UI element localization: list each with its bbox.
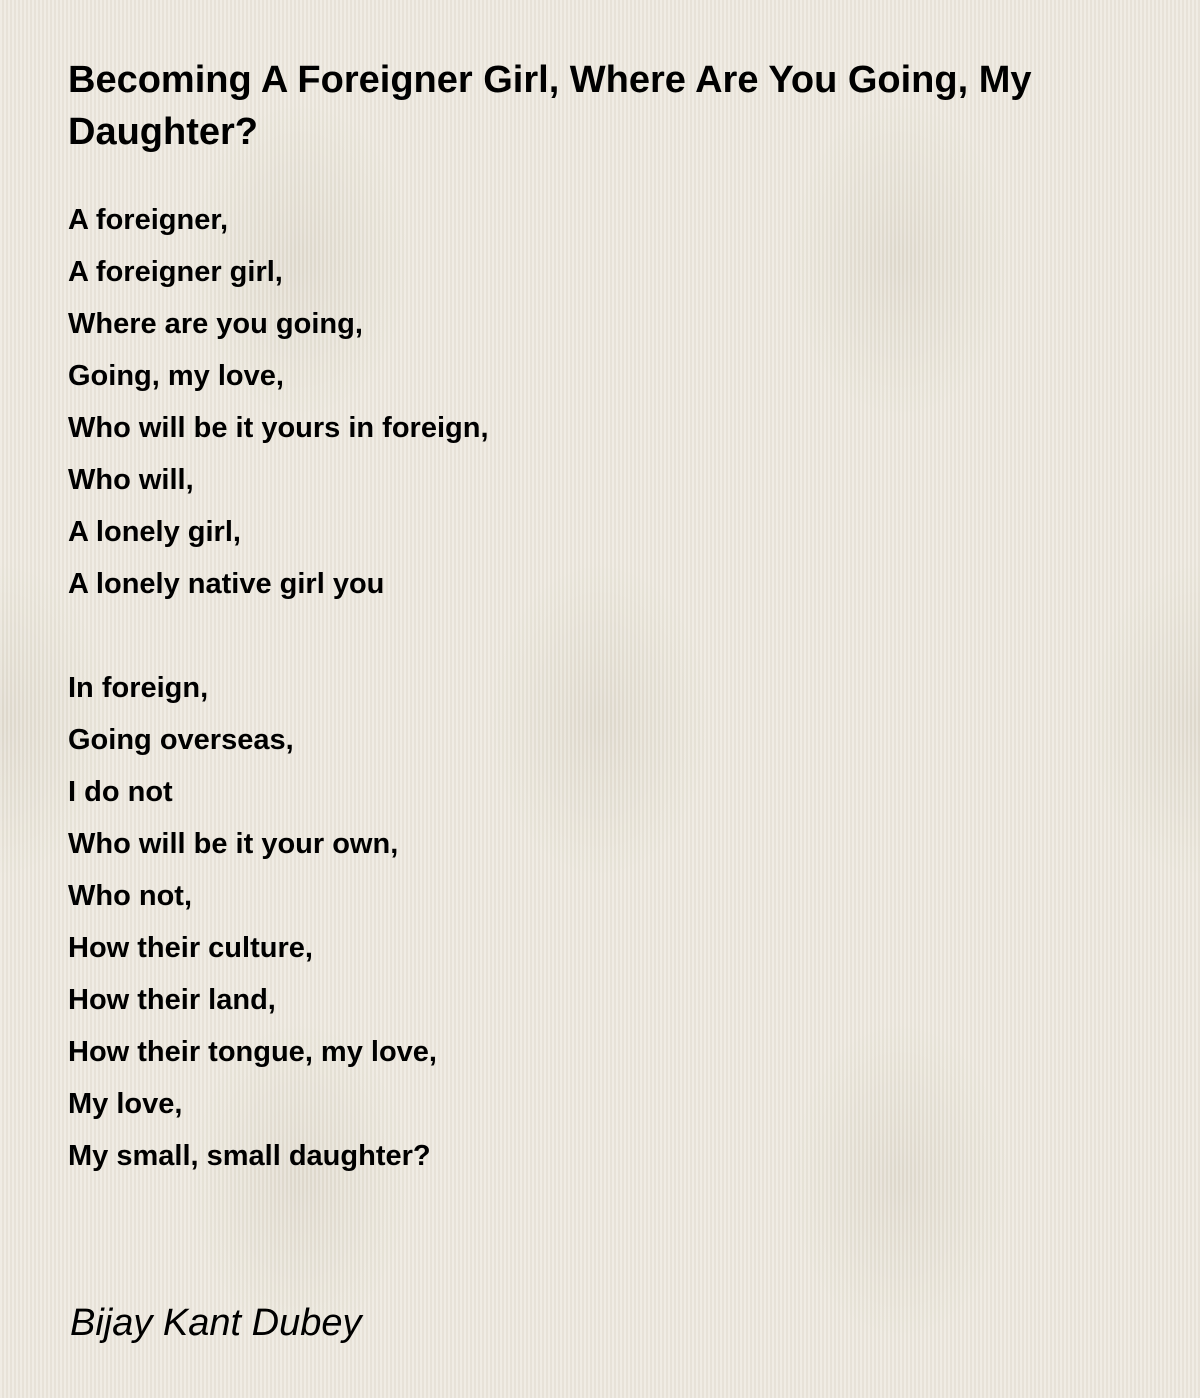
poem-page (68, 54, 1148, 1182)
stanza-2 (68, 662, 1148, 1182)
poem-author: Bijay Kant Dubey (70, 1302, 362, 1344)
poem-line: Going, my love, (68, 360, 284, 392)
poem-line: My small, small daughter? (68, 1140, 431, 1172)
poem-line: Going overseas, (68, 724, 294, 756)
poem-line: How their tongue, my love, (68, 1036, 437, 1068)
poem-line: A lonely native girl you (68, 568, 385, 600)
poem-line: Who will, (68, 464, 194, 496)
poem-line: Where are you going, (68, 308, 363, 340)
stanza-1 (68, 194, 1148, 610)
poem-title: Becoming A Foreigner Girl, Where Are You Going, My Daughter? (68, 59, 1032, 153)
poem-line: A foreigner girl, (68, 256, 283, 288)
poem-line: In foreign, (68, 672, 209, 704)
poem-line: Who not, (68, 880, 193, 912)
poem-line: A foreigner, (68, 204, 229, 236)
poem-line: Who will be it yours in foreign, (68, 412, 489, 444)
poem-line: How their culture, (68, 932, 313, 964)
poem-body (68, 194, 1148, 1182)
poem-line: I do not (68, 776, 173, 808)
poem-line: Who will be it your own, (68, 828, 399, 860)
poem-line: My love, (68, 1088, 183, 1120)
poem-line: How their land, (68, 984, 276, 1016)
poem-line: A lonely girl, (68, 516, 241, 548)
stanza-divider (68, 610, 1148, 662)
